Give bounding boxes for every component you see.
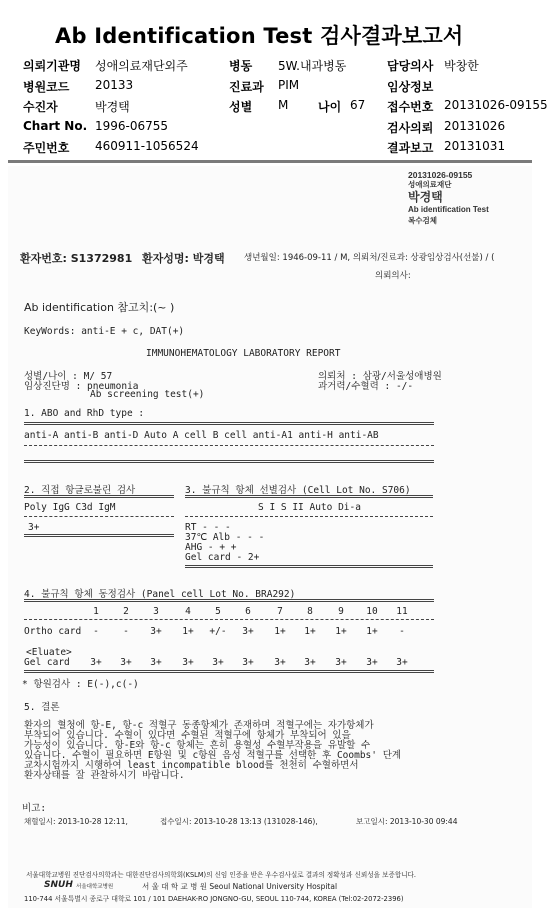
header-label: 병동 xyxy=(229,59,253,73)
screen-row: 37℃ Alb - - - xyxy=(185,532,265,543)
reference-title: Ab identification 참고치:(~ ) xyxy=(24,301,175,314)
conclusion-line: 있습니다. 수혈이 필요하면 E항원 및 c항원 음성 적혈구를 선택한 후 Coombs' 단계 xyxy=(24,750,402,761)
gel-cell: 3+ xyxy=(304,657,316,668)
section-dat-title: 2. 직접 항글로불린 검사 xyxy=(24,485,136,496)
header-value: 20133 xyxy=(95,78,134,92)
conclusion-line: 가능성이 있습니다. 항-E와 항-c 항체는 흔히 용혈성 수혈부작용을 유발할 수 xyxy=(24,740,371,751)
rule xyxy=(24,670,434,673)
ortho-cell: 1+ xyxy=(366,626,378,637)
patient-meta: 생년월일: 1946-09-11 / M, 의뢰처/진료과: 상광임상검사(선불) / ( xyxy=(244,253,495,263)
ortho-cell: 1+ xyxy=(335,626,347,637)
gel-cell: 3+ xyxy=(396,657,408,668)
screening-note: Ab screening test(+) xyxy=(90,389,205,400)
stamp-org: 성애의료재단 xyxy=(408,180,452,189)
rule xyxy=(24,495,174,498)
rule xyxy=(24,599,434,602)
abo-headers: anti-A anti-B anti-D Auto A cell B cell anti-A1 anti-H anti-AB xyxy=(24,430,379,441)
ortho-cell: +/- xyxy=(209,626,227,637)
ortho-cell: 3+ xyxy=(150,626,162,637)
gel-cell: 3+ xyxy=(274,657,286,668)
ortho-cell: 1+ xyxy=(304,626,316,637)
history: 과거력/수혈력 : -/- xyxy=(318,381,414,392)
panel-col-header: 1 xyxy=(93,606,99,617)
header-value: 460911-1056524 xyxy=(95,139,199,153)
section-conclusion-title: 5. 결론 xyxy=(24,702,60,713)
rule xyxy=(24,445,434,446)
scanned-report xyxy=(8,166,532,908)
panel-col-header: 5 xyxy=(215,606,221,617)
rule xyxy=(24,619,434,620)
header-label: 나이 xyxy=(318,100,342,114)
gel-label: Gel card xyxy=(24,657,70,668)
panel-col-header: 3 xyxy=(153,606,159,617)
ortho-label: Ortho card xyxy=(24,626,82,637)
collected-date: 채혈일시: 2013-10-28 12:11, xyxy=(24,817,128,826)
reported-date: 보고일시: 2013-10-30 09:44 xyxy=(356,817,458,826)
footer-org: 서 울 대 학 교 병 원 Seoul National University Hospital xyxy=(142,882,338,891)
snuh-logo: SNUH xyxy=(44,880,73,890)
conclusion-line: 환자상태를 잘 관찰하시기 바랍니다. xyxy=(24,770,185,781)
header-value: 박경택 xyxy=(95,100,130,114)
ortho-cell: 1+ xyxy=(274,626,286,637)
ortho-cell: - xyxy=(399,626,405,637)
antigen-test: * 항원검사 : E(-),c(-) xyxy=(22,679,139,690)
header-value: 성애의료재단외주 xyxy=(95,59,188,73)
header-label: 결과보고 xyxy=(387,141,434,155)
rule xyxy=(24,422,434,425)
header-divider xyxy=(8,160,532,163)
panel-col-header: 9 xyxy=(338,606,344,617)
dat-headers: Poly IgG C3d IgM xyxy=(24,502,116,513)
rule xyxy=(24,534,174,537)
header-label: 담당의사 xyxy=(387,59,434,73)
header-value: 20131031 xyxy=(444,139,506,153)
panel-col-header: 4 xyxy=(185,606,191,617)
header-value: 20131026-09155 xyxy=(444,98,548,112)
panel-col-header: 10 xyxy=(366,606,378,617)
header-value: M xyxy=(278,98,289,112)
footer-address: 110-744 서울특별시 종로구 대학로 101 / 101 DAEHAK-RO JONGNO-GU, SEOUL 110-744, KOREA (Tel:02-2072-2396) xyxy=(24,895,404,903)
ortho-cell: 3+ xyxy=(242,626,254,637)
header-label: 의뢰기관명 xyxy=(23,59,81,73)
gel-cell: 3+ xyxy=(182,657,194,668)
gel-cell: 3+ xyxy=(242,657,254,668)
gel-cell: 3+ xyxy=(212,657,224,668)
rule xyxy=(185,495,433,498)
lab-report-title: IMMUNOHEMATOLOGY LABORATORY REPORT xyxy=(146,348,341,359)
stamp-note: 복수검체 xyxy=(408,216,437,225)
sex-age: 성별/나이 : M/ 57 xyxy=(24,371,113,382)
screen-row: RT - - - xyxy=(185,522,231,533)
ortho-cell: - xyxy=(93,626,99,637)
header-label: 접수번호 xyxy=(387,100,434,114)
header-value: 5W.내과병동 xyxy=(278,59,347,73)
ortho-cell: 1+ xyxy=(182,626,194,637)
header-label: 임상정보 xyxy=(387,80,434,94)
header-label: 성별 xyxy=(229,100,253,114)
received-date: 접수일시: 2013-10-28 13:13 (131028-146), xyxy=(160,817,318,826)
report-title: Ab Identification Test 검사결과보고서 xyxy=(55,24,464,48)
rule xyxy=(24,460,434,463)
panel-col-header: 8 xyxy=(307,606,313,617)
stamp-name: 박경택 xyxy=(408,190,443,204)
rule xyxy=(185,516,433,517)
eluate-label: <Eluate> xyxy=(26,647,72,658)
header-value: 박창한 xyxy=(444,59,479,73)
rule xyxy=(185,565,433,568)
header-label: 주민번호 xyxy=(23,141,70,155)
referrer: 의뢰처 : 삼광/서울성애병원 xyxy=(318,371,442,382)
conclusion-line: 환자의 혈청에 항-E, 항-c 적혈구 동종항체가 존재하며 적혈구에는 자가항체가 xyxy=(24,720,374,731)
header-label: 수진자 xyxy=(23,100,58,114)
panel-col-header: 11 xyxy=(396,606,408,617)
panel-col-header: 2 xyxy=(123,606,129,617)
footer-note: 서울대학교병원 진단검사의학과는 대한진단검사의학회(KSLM)의 신임 인증을 받은 우수검사실로 결과의 정확성과 신뢰성을 보증합니다. xyxy=(26,871,417,879)
panel-col-header: 7 xyxy=(277,606,283,617)
gel-cell: 3+ xyxy=(366,657,378,668)
stamp-test: Ab identification Test xyxy=(408,205,489,214)
conclusion-line: 교차시험까지 시행하여 least incompatible blood를 천천히 수혈하면서 xyxy=(24,760,359,771)
doctor-label: 의뢰의사: xyxy=(375,271,411,281)
gel-cell: 3+ xyxy=(150,657,162,668)
gel-cell: 3+ xyxy=(120,657,132,668)
patient-name: 환자성명: 박경택 xyxy=(142,252,225,265)
header-label: 검사의뢰 xyxy=(387,121,434,135)
gel-cell: 3+ xyxy=(90,657,102,668)
screen-headers: S I S II Auto Di-a xyxy=(258,502,361,513)
header-value: PIM xyxy=(278,78,300,92)
screen-row: Gel card - 2+ xyxy=(185,552,260,563)
conclusion-line: 부착되어 있습니다. 수혈이 있다면 수혈된 적혈구에 항체가 부착되어 있을 xyxy=(24,730,351,741)
section-panel-title: 4. 불규칙 항체 동정검사 (Panel cell Lot No. BRA292) xyxy=(24,589,296,600)
panel-col-header: 6 xyxy=(245,606,251,617)
keywords: KeyWords: anti-E + c, DAT(+) xyxy=(24,326,185,337)
header-value: 67 xyxy=(350,98,366,112)
header-label: 병원코드 xyxy=(23,80,70,94)
remarks-label: 비고: xyxy=(22,803,47,814)
header-value: 20131026 xyxy=(444,119,506,133)
section-screen-title: 3. 불규칙 항체 선별검사 (Cell Lot No. S706) xyxy=(185,485,411,496)
screen-row: AHG - + + xyxy=(185,542,237,553)
header-label: Chart No. xyxy=(23,119,88,133)
patient-number: 환자번호: S1372981 xyxy=(20,252,133,265)
rule xyxy=(24,516,174,517)
header-label: 진료과 xyxy=(229,80,264,94)
dat-values: 3+ xyxy=(28,522,40,533)
section-abo-title: 1. ABO and RhD type : xyxy=(24,408,145,419)
stamp-id: 20131026-09155 xyxy=(408,170,473,180)
ortho-cell: - xyxy=(123,626,129,637)
header-value: 1996-06755 xyxy=(95,119,169,133)
gel-cell: 3+ xyxy=(335,657,347,668)
snuh-logo-sub: 서울대학교병원 xyxy=(76,884,114,890)
diagnosis: 임상진단명 : pneumonia xyxy=(24,381,139,392)
